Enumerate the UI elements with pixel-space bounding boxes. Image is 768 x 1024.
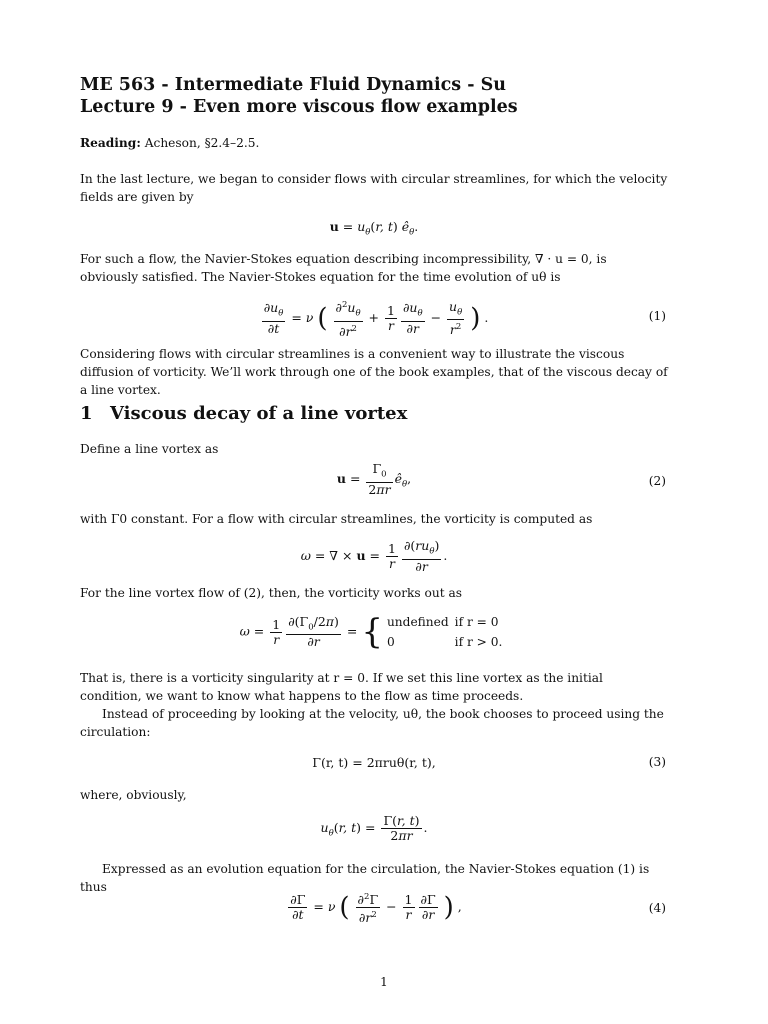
paragraph-8: Instead of proceeding by looking at the velocity, uθ, the book chooses to proceed using the circulation: [80, 707, 664, 739]
equation-3: Γ(r, t) = 2πruθ(r, t), [312, 755, 436, 770]
section-heading [80, 403, 407, 424]
section-number: 1 [80, 403, 93, 424]
equation-1: $\frac{\partial u_\theta}{\partial t}$ = ν ( $\frac{\partial^2u_\theta}{\partial r^2}$ + $\frac{1}{r}$ $\frac{\partial u_\theta}{\partial r}$ − $\frac{u_\theta}{r^2}$ ) . [263, 298, 489, 339]
paragraph-1: In the last lecture, we began to consider flows with circular streamlines, for which the velocity fields are given by [80, 172, 668, 204]
equation-vorticity-definition: ω = ∇ × u = $\frac{1}{r}$ $\frac{\partial(ru_\theta)}{\partial r}$ . [300, 538, 448, 574]
equation-velocity-field: $u = u_\theta(r$, t) $ê_\theta$. [329, 219, 419, 238]
case-1-value: undefined [386, 615, 449, 629]
cases-table [387, 612, 508, 652]
paragraph-6: For the line vortex flow of (2), then, the vorticity works out as [80, 586, 463, 600]
equation-2: u = $\frac{\Gamma_0}{2\pi r}$ $ê_\theta$, [336, 461, 412, 497]
case-1-condition: if r = 0 [454, 615, 499, 629]
title-line-2: Lecture 9 - Even more viscous flow examples [80, 97, 518, 117]
paragraph-2: For such a flow, the Navier-Stokes equation describing incompressibility, ∇ · u = 0, is obviously satisfied. The Navier-Stokes equation for the time evolution of uθ is [80, 252, 607, 284]
section-title: Viscous decay of a line vortex [110, 403, 408, 424]
equation-velocity-from-circulation: $u_\theta(r$, t) = $\frac{\Gamma(r, t)}{2\pi r}$ . [320, 813, 428, 843]
paragraph-9: where, obviously, [80, 788, 187, 802]
equation-3-number: (3) [648, 755, 666, 769]
page-number: 1 [380, 975, 388, 989]
equation-2-number: (2) [648, 474, 666, 488]
equation-vorticity-cases: ω = $\frac{1}{r}$ $\frac{\partial(\Gamma_0/2\pi)}{\partial r}$ = { undefined if r = 0 0 if r > 0. [80, 612, 668, 652]
paragraph-10: Expressed as an evolution equation for the circulation, the Navier-Stokes equation (1) is thus [80, 862, 650, 894]
paragraph-7: That is, there is a vorticity singularity at r = 0. If we set this line vortex as the initial condition, we want to know what happens to the flow as time proceeds. [80, 671, 603, 703]
paragraph-5: with Γ0 constant. For a flow with circular streamlines, the vorticity is computed as [80, 512, 593, 526]
paragraph-3: Considering flows with circular streamlines is a convenient way to illustrate the viscous diffusion of vorticity. We’ll work through one of the book examples, that of the viscous decay of a line vortex. [80, 347, 668, 397]
reading-line [80, 134, 668, 152]
case-2-value: 0 [386, 635, 395, 649]
equation-4-number: (4) [648, 901, 666, 915]
reading-text: Acheson, §2.4–2.5. [144, 136, 260, 150]
paragraph-4: Define a line vortex as [80, 442, 219, 456]
equation-4: $\frac{\partial\Gamma}{\partial t}$ = ν ( $\frac{\partial^2\Gamma}{\partial r^2}$ − $\frac{1}{r}$ $\frac{\partial\Gamma}{\partial r}$ ) , [290, 892, 462, 926]
case-2-condition: if r > 0. [454, 635, 503, 649]
reading-label: Reading: [80, 136, 141, 150]
title-line-1: ME 563 - Intermediate Fluid Dynamics - Su [80, 75, 506, 95]
equation-1-number: (1) [648, 309, 666, 323]
